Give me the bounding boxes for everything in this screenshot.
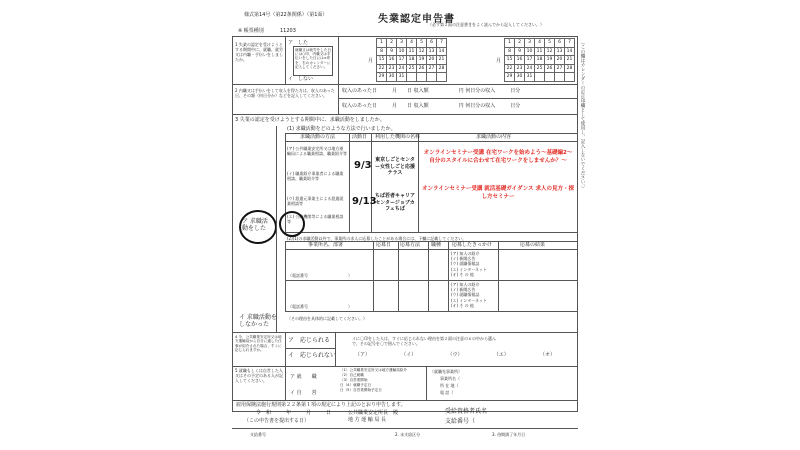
section4-choices[interactable]: （ア） （イ） （ウ） （エ） （オ）	[355, 352, 555, 358]
choice-did-not-search[interactable]: イ 求職活動をしなかった	[239, 314, 277, 328]
footer-submit-note: （この申告書を提出する日）	[244, 418, 310, 424]
calendar-day[interactable]: 18	[535, 56, 545, 65]
form-type-label: ※ 帳票種別	[238, 28, 264, 34]
form-number: 様式第14号（第22条関係）（第1面）	[244, 12, 328, 18]
calendar-day[interactable]: 3	[397, 39, 407, 48]
calendar-day[interactable]: 20	[555, 56, 565, 65]
bottom-strip-1: 支給番号	[250, 432, 266, 437]
phone-label-1: （電話番号 ）	[288, 273, 352, 278]
calendar-day[interactable]: 22	[505, 64, 515, 73]
calendar-day[interactable]: 18	[407, 56, 417, 65]
triggers-list-2: (ア) 知人の紹介 (イ) 新聞広告 (ウ) 就職情報誌 (エ) インターネット (オ) そ の 他	[451, 282, 488, 308]
method-e: (エ) 公的機関等による職業相談等	[287, 214, 344, 224]
section5-items: （1）公共職業安定所又は地方運輸局紹介 （2）自己就職 （3）自営業開始 日（4）就職予定日 日（5）自営業開始予定日	[340, 368, 407, 392]
header-note: （必ず第２面の注意書きをよく読んでから記入してください。）	[428, 22, 544, 27]
calendar-day[interactable]: 27	[555, 64, 565, 73]
calendar-day[interactable]: 21	[565, 56, 575, 65]
calendar-day[interactable]: 15	[505, 56, 515, 65]
calendar-day[interactable]: 11	[407, 47, 417, 56]
section4-question: 4 今、公共職業安定所又は地方運輸局から自分に適した仕事が紹介された場合、すぐに応じられますか。	[235, 335, 282, 353]
calendar-day[interactable]: 4	[407, 39, 417, 48]
calendar-day[interactable]: 23	[515, 64, 525, 73]
col-apply-method: 応募方法	[400, 242, 421, 248]
method-i: (イ) 職業紹介事業者による職業相談、職業紹介等	[287, 171, 344, 181]
calendar-day[interactable]: 4	[535, 39, 545, 48]
calendar-day[interactable]: 11	[535, 47, 545, 56]
calendar-day[interactable]: 28	[565, 64, 575, 73]
calendar-month-label-2: 月	[496, 58, 502, 64]
section5-option-a[interactable]: ア 就 職	[290, 374, 317, 380]
form-type-value: 11203	[280, 28, 296, 34]
calendar-day[interactable]	[437, 73, 447, 82]
calendar-day[interactable]: 12	[417, 47, 427, 56]
calendar-day[interactable]: 6	[427, 39, 437, 48]
no-activity-reason[interactable]: （その理由を具体的に記載してください。）	[287, 316, 367, 321]
calendar-day[interactable]	[407, 73, 417, 82]
footer-to-2: 地 方 運 輸 局 長	[348, 417, 386, 423]
calendar-day[interactable]: 8	[377, 47, 387, 56]
calendar-day[interactable]: 24	[397, 64, 407, 73]
calendar-day[interactable]: 30	[515, 73, 525, 82]
triggers-list-1: (ア) 知人の紹介 (イ) 新聞広告 (ウ) 就職情報誌 (エ) インターネット (オ) そ の 他	[451, 251, 488, 277]
calendar-day[interactable]: 7	[437, 39, 447, 48]
section4-option-i[interactable]: イ 応じられない	[288, 352, 337, 359]
section5-employer: （就職先事業所） 事業所名（ 所 在 地（ 電 話（	[430, 369, 462, 395]
section3-sub2: (2)(1)の求職活動以外で、事業所の求人に応募したことがある場合には、下欄に記載してください。	[287, 236, 467, 241]
method-a: (ア) 公共職業安定所又は地方運輸局による職業相談、職業紹介等	[287, 146, 347, 156]
choice-did-search[interactable]: ア 求職活動をした	[242, 218, 268, 232]
calendar-1[interactable]	[376, 38, 447, 82]
entry-2-org: ちば若者キャリアセンタージョブカフェちば	[374, 193, 415, 212]
calendar-day[interactable]: 19	[545, 56, 555, 65]
income-row-1[interactable]: 収入のあった日 月 日 収入額 円 何日分の収入 日分	[342, 88, 521, 94]
calendar-day[interactable]: 7	[565, 39, 575, 48]
calendar-day[interactable]: 9	[515, 47, 525, 56]
calendar-day[interactable]: 10	[525, 47, 535, 56]
method-u: (ウ) 派遣元事業主による派遣就業相談等	[287, 196, 344, 206]
calendar-day[interactable]: 24	[525, 64, 535, 73]
circle-mark-method	[279, 211, 305, 237]
section1-option-i[interactable]: イ しない	[288, 76, 314, 82]
calendar-day[interactable]: 28	[437, 64, 447, 73]
calendar-day[interactable]: 31	[525, 73, 535, 82]
footer-law: 雇用保険法施行規則第２２条第１項の規定により上記のとおり申告します。	[236, 402, 406, 408]
col-method: 求職活動の方法	[300, 134, 336, 140]
calendar-day[interactable]: 2	[387, 39, 397, 48]
calendar-day[interactable]	[555, 73, 565, 82]
footer-date[interactable]: 令 和 年 月 日	[256, 410, 332, 416]
calendar-day[interactable]: 14	[437, 47, 447, 56]
section4-note: イに〇印をした人は、すぐに応じられない理由を第２面の注意の６の中から選んで、その記号を〇で囲んでください。	[352, 336, 496, 346]
calendar-day[interactable]	[565, 73, 575, 82]
calendar-day[interactable]: 8	[505, 47, 515, 56]
calendar-2[interactable]	[504, 38, 575, 82]
calendar-day[interactable]: 21	[437, 56, 447, 65]
calendar-day[interactable]: 10	[397, 47, 407, 56]
col-job-type: 職種	[431, 242, 442, 248]
calendar-day[interactable]: 22	[377, 64, 387, 73]
calendar-day[interactable]: 25	[407, 64, 417, 73]
entry-1-org: 東京しごとセンター女性しごと応援テラス	[374, 157, 415, 176]
col-trigger: 応募したきっかけ	[452, 242, 493, 248]
calendar-day[interactable]: 1	[377, 39, 387, 48]
col-org: 利用した機関の名称	[375, 134, 421, 140]
calendar-day[interactable]: 31	[397, 73, 407, 82]
calendar-day[interactable]	[427, 73, 437, 82]
side-note: （この欄はカレンダーの訂正印欄として使用し、記入しないでください。）	[580, 40, 585, 191]
payment-id-label[interactable]: 支給番号（	[445, 418, 476, 425]
calendar-day[interactable]: 29	[377, 73, 387, 82]
calendar-day[interactable]: 2	[515, 39, 525, 48]
section1-option-a[interactable]: ア した	[288, 40, 309, 46]
section3-question: 3 失業の認定を受けようとする期間中に、求職活動をしましたか。	[235, 117, 385, 123]
calendar-day[interactable]: 15	[377, 56, 387, 65]
calendar-day[interactable]: 29	[505, 73, 515, 82]
bottom-strip-2: 2. 未支給区分	[395, 432, 421, 437]
col-result: 応募の結果	[520, 242, 546, 248]
phone-label-2: （電話番号 ）	[288, 304, 352, 309]
calendar-day[interactable]: 27	[427, 64, 437, 73]
calendar-day[interactable]: 23	[387, 64, 397, 73]
calendar-day[interactable]: 13	[555, 47, 565, 56]
calendar-day[interactable]: 26	[417, 64, 427, 73]
calendar-day[interactable]: 1	[505, 39, 515, 48]
calendar-day[interactable]: 16	[387, 56, 397, 65]
col-apply-date: 応募日	[376, 242, 392, 248]
calendar-day[interactable]: 5	[417, 39, 427, 48]
calendar-day[interactable]: 14	[565, 47, 575, 56]
calendar-day[interactable]: 6	[555, 39, 565, 48]
applicant-name-label[interactable]: 受給資格者氏名	[445, 408, 488, 415]
section5-question: 5 就職もしくは自営した人又はその予定のある人が記入してください。	[235, 368, 283, 383]
col-content: 求職活動の内容	[476, 134, 512, 140]
entry-2-content: オンラインセミナー受講 就活基礎ガイダンス 求人の見方・探し方セミナー	[422, 186, 574, 200]
income-row-2[interactable]: 収入のあった日 月 日 収入額 円 何日分の収入 日分	[342, 103, 521, 109]
form-title: 失業認定申告書	[378, 14, 455, 25]
entry-2-date: 9/13	[352, 196, 377, 207]
col-date: 活動日	[352, 134, 368, 140]
application-form-sheet	[230, 0, 580, 450]
calendar-day[interactable]	[545, 73, 555, 82]
section2-question: 2 内職又は手伝いをして収入を得た方は、収入のあった日、その額（何日分か）などを記入してください。	[235, 88, 335, 98]
calendar-day[interactable]: 17	[397, 56, 407, 65]
calendar-day[interactable]: 5	[545, 39, 555, 48]
calendar-day[interactable]: 25	[535, 64, 545, 73]
entry-1-date: 9/3	[354, 160, 372, 171]
calendar-day[interactable]: 3	[525, 39, 535, 48]
calendar-day[interactable]: 20	[427, 56, 437, 65]
calendar-day[interactable]: 30	[387, 73, 397, 82]
calendar-day[interactable]: 12	[545, 47, 555, 56]
section5-option-i[interactable]: イ 自 営	[290, 390, 317, 396]
section3-sub1: (1) 求職活動をどのような方法で行いましたか。	[287, 126, 396, 132]
footer-to-1: 公共職業安定所長 殿	[348, 410, 399, 416]
entry-1-content: オンラインセミナー受講 在宅ワークを始めよう〜基礎編2〜自分のスタイルに合わせて在宅ワークをしませんか？〜	[423, 150, 573, 164]
calendar-day[interactable]	[417, 73, 427, 82]
calendar-day[interactable]: 19	[417, 56, 427, 65]
section4-option-a[interactable]: ア 応じられる	[288, 337, 331, 344]
calendar-month-label-1: 月	[368, 58, 374, 64]
col-company: 事業所名、部署	[308, 242, 344, 248]
calendar-day[interactable]: 16	[515, 56, 525, 65]
calendar-day[interactable]	[535, 73, 545, 82]
section1-option-a-note: 就職又は就労をした日には○印、内職又は手伝いをした日には×印を、右のカレンダーに記入してください。	[293, 46, 333, 76]
bottom-strip-3: 3. 待期満了年月日	[492, 432, 526, 437]
calendar-day[interactable]: 9	[387, 47, 397, 56]
calendar-day[interactable]: 17	[525, 56, 535, 65]
section1-question: 1 失業の認定を受けようとする期間中に、就職、就労又は内職・手伝いをしましたか。	[235, 42, 283, 62]
calendar-day[interactable]: 26	[545, 64, 555, 73]
calendar-day[interactable]: 13	[427, 47, 437, 56]
